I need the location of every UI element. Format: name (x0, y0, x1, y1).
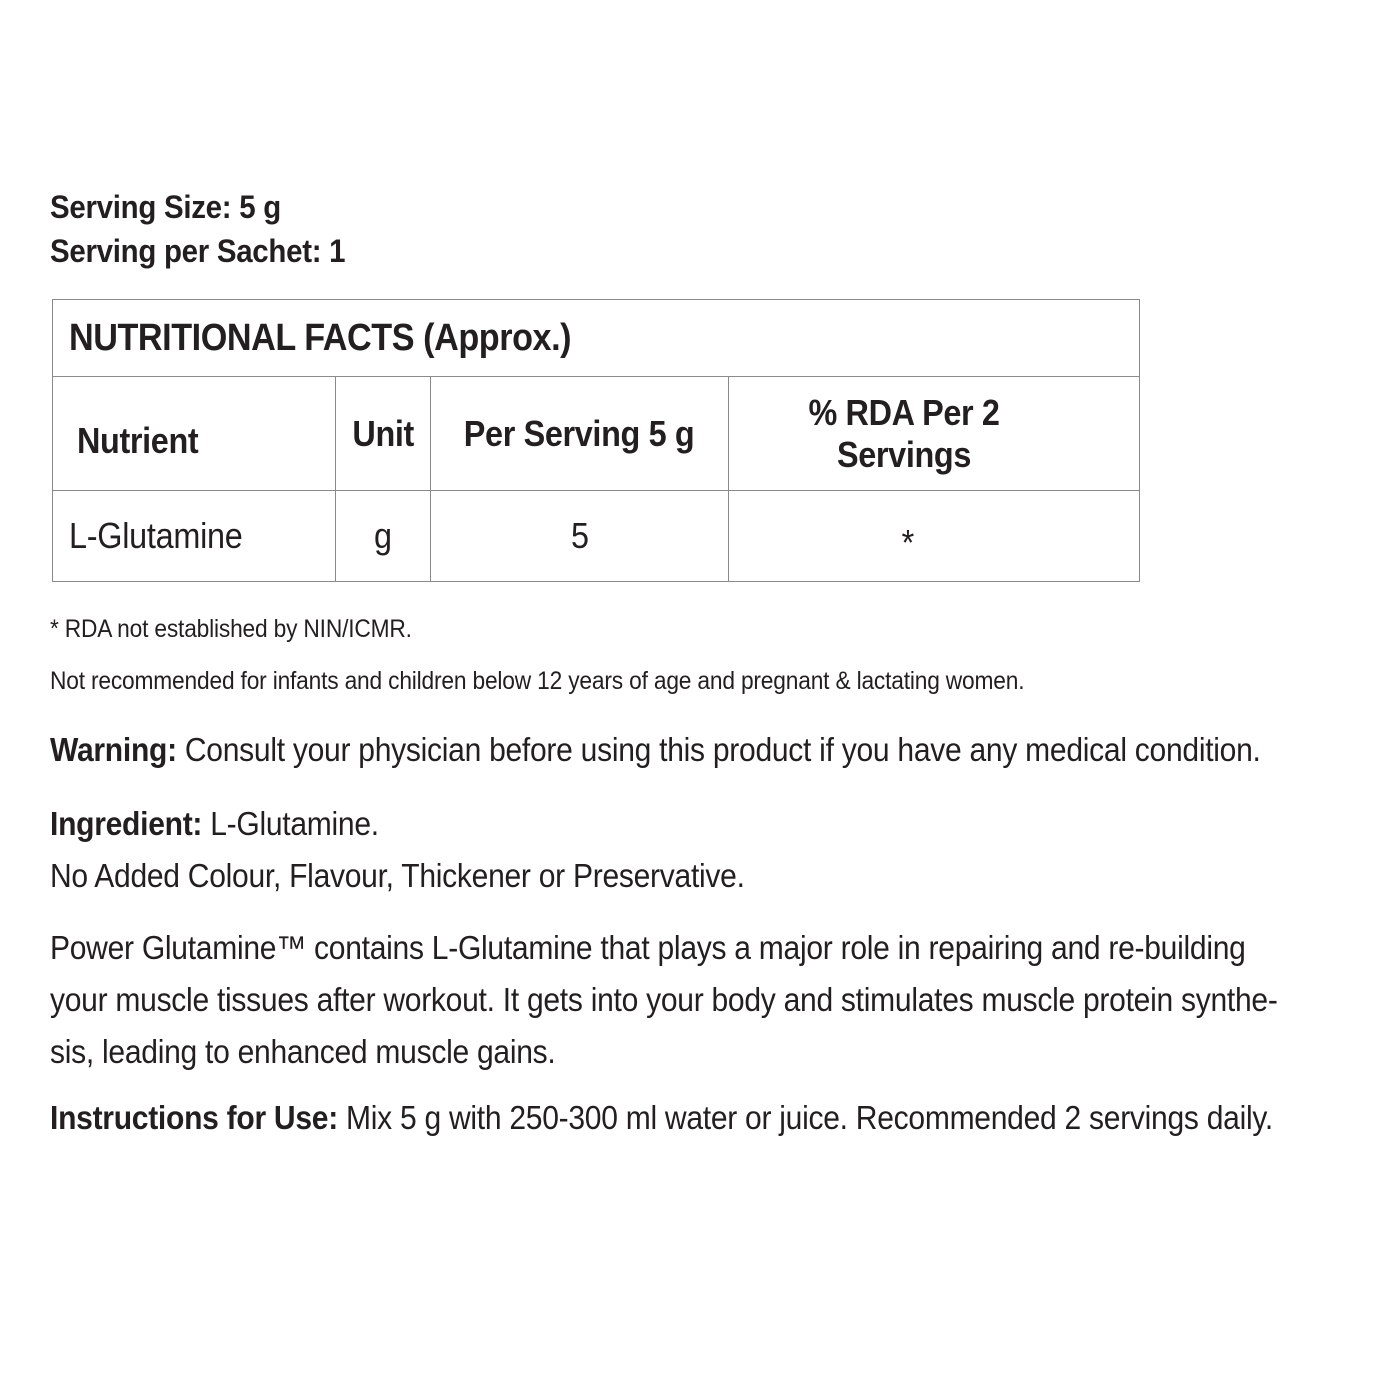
rda-footnote: * RDA not established by NIN/ICMR. (50, 615, 412, 643)
warning-text: Consult your physician before using this product if you have any medical condition. (176, 731, 1261, 768)
cell-unit: g (336, 491, 431, 582)
serving-per-sachet: Serving per Sachet: 1 (50, 233, 346, 269)
nutrition-facts-table (52, 299, 1140, 582)
table-title-cell (53, 300, 1140, 377)
header-per-serving: Per Serving 5 g (431, 377, 729, 491)
instructions-paragraph (50, 1092, 1360, 1144)
not-recommended-note: Not recommended for infants and children below 12 years of age and pregnant & lactating women. (50, 667, 1025, 695)
cell-rda: * (729, 491, 1140, 582)
serving-size: Serving Size: 5 g (50, 189, 281, 225)
table-title-row (53, 300, 1140, 377)
instructions-text: Mix 5 g with 250-300 ml water or juice. Recommended 2 servings daily. (337, 1099, 1273, 1136)
warning-label: Warning: (50, 731, 177, 768)
table-header-row (53, 377, 1140, 491)
cell-nutrient: L-Glutamine (53, 491, 336, 582)
description-line: your muscle tissues after workout. It gets into your body and stimulates muscle protein synthe- (50, 981, 1278, 1018)
warning-paragraph (50, 724, 1360, 776)
table-title: NUTRITIONAL FACTS (Approx.) (69, 316, 572, 359)
description-paragraph (50, 922, 1360, 1078)
cell-per-serving: 5 (431, 491, 729, 582)
description-line: Power Glutamine™ contains L-Glutamine that plays a major role in repairing and re-building (50, 929, 1246, 966)
header-nutrient: Nutrient (53, 377, 336, 491)
ingredient-label: Ingredient: (50, 805, 203, 842)
table-row (53, 491, 1140, 582)
label-page (50, 185, 1360, 1144)
header-unit: Unit (336, 377, 431, 491)
description-line: sis, leading to enhanced muscle gains. (50, 1033, 556, 1070)
ingredient-extra: No Added Colour, Flavour, Thickener or Preservative. (50, 857, 745, 894)
instructions-label: Instructions for Use: (50, 1099, 338, 1136)
ingredient-text: L-Glutamine. (202, 805, 379, 842)
ingredient-paragraph (50, 798, 1360, 902)
header-rda: % RDA Per 2 Servings (729, 377, 1140, 491)
